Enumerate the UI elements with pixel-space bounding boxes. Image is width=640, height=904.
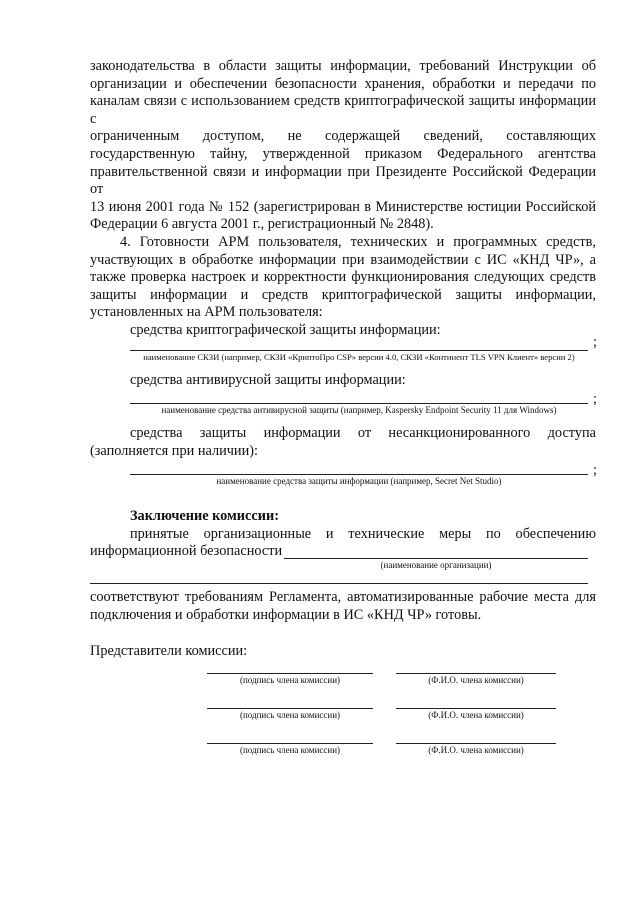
antivirus-field-line [130,403,588,404]
nsd-label: средства защиты информации от несанкционированного доступа [130,425,596,442]
conclusion-line-1: принятые организационные и технические меры по обеспечению [130,525,596,542]
skzi-label: средства криптографической защиты информации: [130,321,441,338]
antivirus-label: средства антивирусной защиты информации: [130,371,406,388]
signature-block [90,673,596,778]
signature-field[interactable]: (подпись члена комиссии) [207,673,373,685]
signature-field[interactable]: (подпись члена комиссии) [207,743,373,755]
signature-row [90,743,596,778]
result-line-2: подключения и обработки информации в ИС «КНД ЧР» готовы. [90,607,482,624]
antivirus-field[interactable] [130,389,597,419]
organization-caption: (наименование организации) [380,560,492,571]
text-line: правительственной связи и информации при Президенте Российской Федерации от [90,163,596,198]
conclusion-line-2: информационной безопасности [90,543,283,560]
document-page [90,58,596,778]
item-4-paragraph [90,234,596,322]
text-line: 13 июня 2001 года № 152 (зарегистрирован в Министерстве юстиции Российской [90,198,596,215]
text-line: 4. Готовности АРМ пользователя, технических и программных средств, [120,233,596,250]
organization-field-continued[interactable] [90,583,588,584]
intro-paragraph [90,58,596,234]
semicolon: ; [593,333,597,350]
nsd-caption: наименование средства защиты информации (например, Secret Net Studio) [216,476,502,487]
text-line: каналам связи с использованием средств криптографической защиты информации с [90,93,596,127]
representatives-label: Представители комиссии: [90,642,248,659]
skzi-field[interactable] [130,333,597,370]
result-line-1: соответствуют требованиям Регламента, автоматизированные рабочие места для [90,589,596,606]
text-line: также проверка настроек и корректности функционирования следующих средств [90,269,596,286]
conclusion-heading: Заключение комиссии: [130,508,279,525]
signature-row [90,673,596,708]
text-line: Федерации 6 августа 2001 г., регистрационный № 2848). [90,216,434,233]
name-field[interactable]: (Ф.И.О. члена комиссии) [396,743,556,755]
nsd-field[interactable] [130,460,597,500]
nsd-field-line [130,474,588,475]
skzi-caption: наименование СКЗИ (например, СКЗИ «КриптоПро CSP» версии 4.0, СКЗИ «Континент TLS VPN Клиент» версии 2) [143,351,575,362]
name-field[interactable]: (Ф.И.О. члена комиссии) [396,673,556,685]
semicolon: ; [593,391,597,408]
organization-row [90,543,596,587]
signature-field[interactable]: (подпись члена комиссии) [207,708,373,720]
text-line: участвующих в обработке информации при взаимодействии с ИС «КНД ЧР», а [90,251,596,268]
text-line: государственную тайну, утвержденной приказом Федерального агентства [90,145,596,162]
semicolon: ; [593,462,597,479]
signature-row [90,708,596,743]
text-line: защиты информации и средств криптографической защиты информации, [90,286,596,303]
nsd-label-note: (заполняется при наличии): [90,442,258,459]
name-field[interactable]: (Ф.И.О. члена комиссии) [396,708,556,720]
text-line: ограниченным доступом, не содержащей сведений, составляющих [90,128,596,145]
antivirus-caption: наименование средства антивирусной защиты (например, Kaspersky Endpoint Security 11 для Windows) [161,405,557,416]
skzi-field-line [130,350,588,351]
text-line: законодательства в области защиты информации, требований Инструкции об [90,58,596,74]
text-line: организации и обеспечении безопасности хранения, обработки и передачи по [90,75,596,92]
organization-field[interactable] [284,558,588,559]
text-line: установленных на АРМ пользователя: [90,304,323,321]
